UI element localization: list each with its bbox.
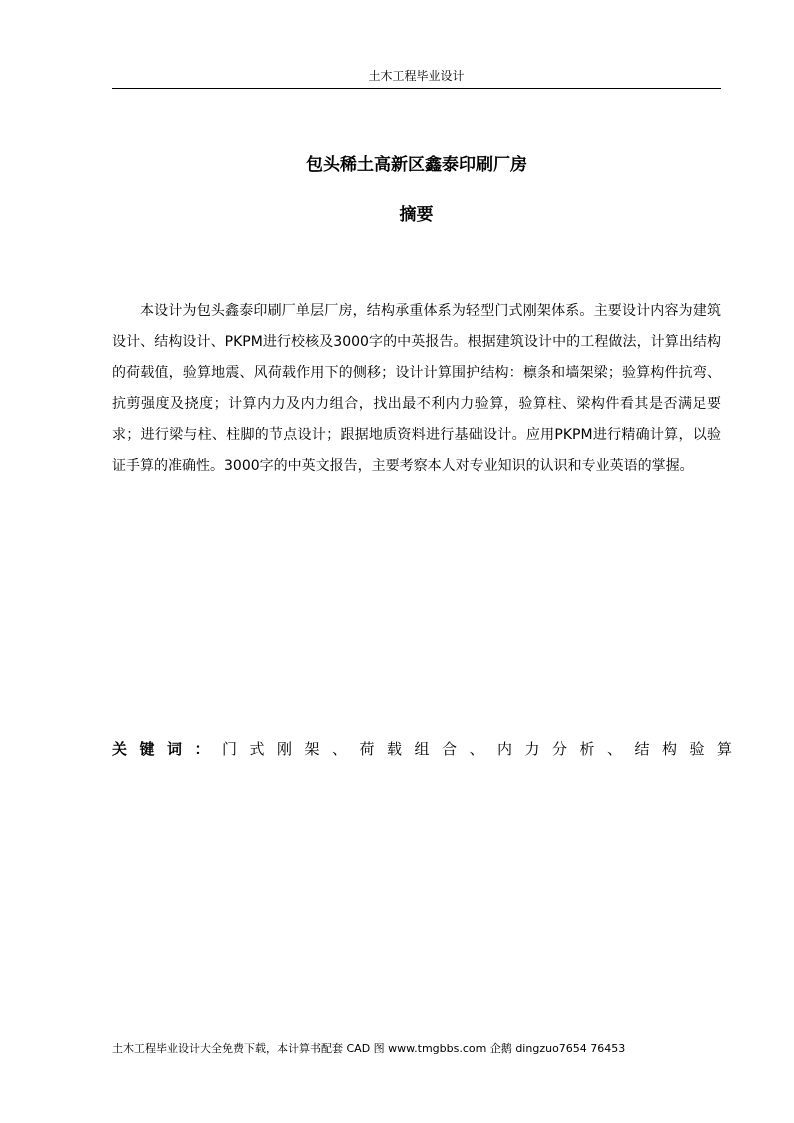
page-footer: 土木工程毕业设计大全免费下载，本计算书配套 CAD 图 www.tmgbbs.com 企鹅 dingzuo7654 76453	[112, 1042, 626, 1055]
abstract-paragraph: 本设计为包头鑫泰印刷厂单层厂房，结构承重体系为轻型门式刚架体系。主要设计内容为建筑设计、结构设计、PKPM进行校核及3000字的中英报告。根据建筑设计中的工程做法，计算出结构的荷载值，验算地震、风荷载作用下的侧移；设计计算围护结构：檩条和墙架梁；验算构件抗弯、抗剪强度及挠度；计算内力及内力组合，找出最不利内力验算，验算柱、梁构件看其是否满足要求；进行梁与柱、柱脚的节点设计；跟据地质资料进行基础设计。应用PKPM进行精确计算，以验证手算的准确性。3000字的中英文报告，主要考察本人对专业知识的认识和专业英语的掌握。	[112, 303, 721, 474]
header-divider	[112, 88, 721, 89]
abstract-heading: 摘要	[399, 205, 434, 225]
keywords-line	[112, 737, 745, 761]
page-header: 土木工程毕业设计	[368, 69, 465, 83]
keywords-list: 门式刚架、荷载组合、内力分析、结构验算	[222, 740, 745, 758]
document-title: 包头稀土高新区鑫泰印刷厂房	[306, 155, 527, 175]
keywords-label: 关键词：	[112, 740, 223, 758]
